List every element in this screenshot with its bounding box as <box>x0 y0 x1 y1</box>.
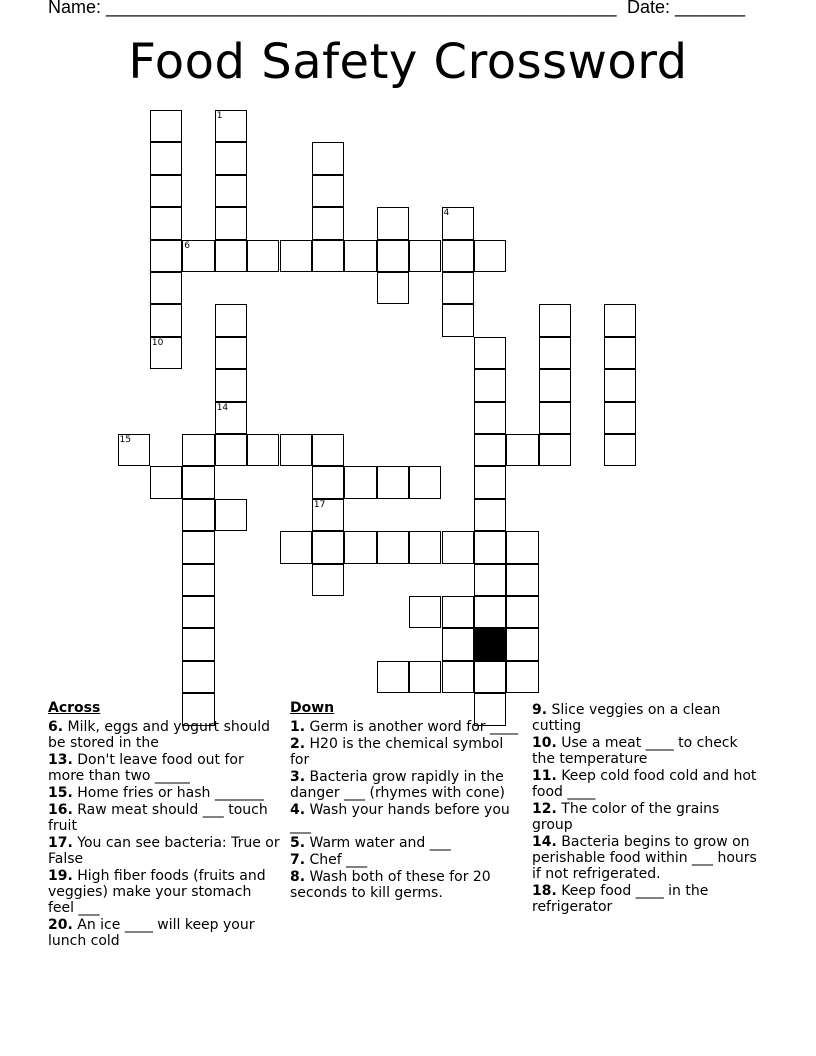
grid-block-cell <box>474 628 506 660</box>
grid-cell[interactable] <box>442 272 474 304</box>
grid-cell[interactable] <box>604 402 636 434</box>
clue-item <box>532 801 764 833</box>
grid-cell[interactable] <box>474 499 506 531</box>
grid-cell[interactable] <box>377 466 409 498</box>
clue-number: 14 <box>216 402 229 413</box>
grid-cell[interactable] <box>409 531 441 563</box>
clue-item-number: 16. <box>48 802 73 818</box>
clue-item-number: 19. <box>48 868 73 884</box>
grid-cell[interactable] <box>604 304 636 336</box>
grid-cell[interactable] <box>539 304 571 336</box>
clue-number: 1 <box>216 111 223 121</box>
grid-cell[interactable] <box>442 596 474 628</box>
grid-cell[interactable] <box>280 240 312 272</box>
grid-cell[interactable] <box>182 596 214 628</box>
clue-number: 15 <box>119 435 131 445</box>
clue-item-number: 2. <box>290 736 306 752</box>
clue-item-text: Keep cold food cold and hot food ____ <box>532 768 757 800</box>
clue-item-number: 7. <box>290 852 306 868</box>
clue-item <box>290 802 522 834</box>
grid-cell[interactable] <box>604 434 636 466</box>
clue-item-number: 3. <box>290 769 306 785</box>
grid-cell[interactable] <box>182 499 214 531</box>
clue-item <box>290 852 522 868</box>
clue-item-text: H20 is the chemical symbol for <box>290 736 504 768</box>
clue-item-text: Raw meat should ___ touch fruit <box>48 802 268 834</box>
grid-cell[interactable] <box>280 531 312 563</box>
grid-cell[interactable] <box>150 272 182 304</box>
grid-cell[interactable] <box>150 175 182 207</box>
grid-cell[interactable] <box>344 466 376 498</box>
grid-cell[interactable] <box>506 596 538 628</box>
grid-cell[interactable] <box>442 207 474 239</box>
clue-item-number: 13. <box>48 752 73 768</box>
grid-cell[interactable] <box>215 240 247 272</box>
down-clues-continued <box>532 702 764 916</box>
grid-cell[interactable] <box>150 207 182 239</box>
clue-item <box>532 768 764 800</box>
grid-cell[interactable] <box>215 402 247 434</box>
clue-item-number: 17. <box>48 835 73 851</box>
grid-cell[interactable] <box>312 240 344 272</box>
clue-item-text: An ice ____ will keep your lunch cold <box>48 917 255 949</box>
grid-cell[interactable] <box>506 531 538 563</box>
clue-item-text: Bacteria grow rapidly in the danger ___ (rhymes with cone) <box>290 769 505 801</box>
grid-cell[interactable] <box>474 337 506 369</box>
clue-item <box>290 835 522 851</box>
grid-cell[interactable] <box>409 240 441 272</box>
grid-cell[interactable] <box>312 564 344 596</box>
grid-cell[interactable] <box>539 402 571 434</box>
clue-item-text: Don't leave food out for more than two _____ <box>48 752 244 784</box>
grid-cell[interactable] <box>442 661 474 693</box>
grid-cell[interactable] <box>215 434 247 466</box>
clue-item <box>290 869 522 901</box>
grid-cell[interactable] <box>247 434 279 466</box>
grid-cell[interactable] <box>182 466 214 498</box>
grid-cell[interactable] <box>474 564 506 596</box>
grid-cell[interactable] <box>377 240 409 272</box>
clue-item-text: Use a meat ____ to check the temperature <box>532 735 738 767</box>
grid-cell[interactable] <box>150 337 182 369</box>
clue-item-text: Home fries or hash _______ <box>72 785 264 801</box>
clue-item <box>48 752 280 784</box>
across-heading: Across <box>48 700 101 716</box>
clue-item <box>48 719 280 751</box>
grid-cell[interactable] <box>604 337 636 369</box>
name-field-label: Name: ___________________________________________________ <box>48 0 617 17</box>
grid-cell[interactable] <box>312 207 344 239</box>
grid-cell[interactable] <box>118 434 150 466</box>
clue-item <box>290 769 522 801</box>
grid-cell[interactable] <box>182 661 214 693</box>
grid-cell[interactable] <box>442 628 474 660</box>
clue-item-number: 14. <box>532 834 557 850</box>
clue-item-text: Wash your hands before you ___ <box>290 802 510 834</box>
down-heading: Down <box>290 700 335 716</box>
grid-cell[interactable] <box>474 661 506 693</box>
clue-item <box>48 917 280 949</box>
clue-item-number: 18. <box>532 883 557 899</box>
clue-number: 10 <box>151 337 164 348</box>
grid-cell[interactable] <box>312 434 344 466</box>
clue-item-number: 15. <box>48 785 73 801</box>
clue-item <box>48 785 280 801</box>
grid-cell[interactable] <box>474 240 506 272</box>
grid-cell[interactable] <box>409 466 441 498</box>
clue-item-number: 20. <box>48 917 73 933</box>
grid-cell[interactable] <box>150 304 182 336</box>
grid-cell[interactable] <box>539 434 571 466</box>
clue-item-text: Bacteria begins to grow on perishable food within ___ hours if not refrigerated. <box>532 834 757 882</box>
grid-cell[interactable] <box>247 240 279 272</box>
clue-number: 6 <box>184 240 191 251</box>
grid-cell[interactable] <box>442 304 474 336</box>
clue-item-text: Wash both of these for 20 seconds to kill germs. <box>290 869 491 901</box>
grid-cell[interactable] <box>312 531 344 563</box>
grid-cell[interactable] <box>150 466 182 498</box>
grid-cell[interactable] <box>442 240 474 272</box>
grid-cell[interactable] <box>280 434 312 466</box>
clue-item-number: 6. <box>48 719 64 735</box>
grid-cell[interactable] <box>312 175 344 207</box>
clue-item-number: 11. <box>532 768 557 784</box>
grid-cell[interactable] <box>150 142 182 174</box>
grid-cell[interactable] <box>344 531 376 563</box>
grid-cell[interactable] <box>215 142 247 174</box>
clue-item <box>532 834 764 882</box>
clue-item-number: 9. <box>532 702 548 718</box>
grid-cell[interactable] <box>182 531 214 563</box>
grid-cell[interactable] <box>312 499 344 531</box>
clue-item-number: 1. <box>290 719 306 735</box>
clue-item-text: Warm water and ___ <box>305 835 451 851</box>
clue-item-text: Milk, eggs and yogurt should be stored in the <box>48 719 270 751</box>
grid-cell[interactable] <box>506 661 538 693</box>
grid-cell[interactable] <box>474 402 506 434</box>
grid-cell[interactable] <box>150 110 182 142</box>
clue-item <box>48 835 280 867</box>
grid-cell[interactable] <box>150 240 182 272</box>
grid-cell[interactable] <box>474 434 506 466</box>
clue-number: 4 <box>443 208 450 219</box>
down-clues <box>290 700 522 902</box>
grid-cell[interactable] <box>312 142 344 174</box>
grid-cell[interactable] <box>474 596 506 628</box>
clue-item-number: 10. <box>532 735 557 751</box>
clue-item <box>532 883 764 915</box>
grid-cell[interactable] <box>215 175 247 207</box>
grid-cell[interactable] <box>409 596 441 628</box>
clue-item <box>48 802 280 834</box>
clue-item-text: Slice veggies on a clean cutting <box>532 702 721 734</box>
across-clues <box>48 700 280 950</box>
grid-cell[interactable] <box>442 531 474 563</box>
grid-cell[interactable] <box>215 499 247 531</box>
clue-item-text: High fiber foods (fruits and veggies) make your stomach feel ___ <box>48 868 266 916</box>
clue-item-text: You can see bacteria: True or False <box>48 835 280 867</box>
clue-item-number: 5. <box>290 835 306 851</box>
clue-number: 17 <box>313 499 326 510</box>
clue-item-number: 12. <box>532 801 557 817</box>
clue-item-text: Keep food ____ in the refrigerator <box>532 883 709 915</box>
grid-cell[interactable] <box>474 466 506 498</box>
grid-cell[interactable] <box>215 304 247 336</box>
grid-cell[interactable] <box>182 564 214 596</box>
grid-cell[interactable] <box>377 207 409 239</box>
grid-cell[interactable] <box>377 661 409 693</box>
grid-cell[interactable] <box>312 466 344 498</box>
clue-item-number: 4. <box>290 802 306 818</box>
grid-cell[interactable] <box>182 240 214 272</box>
grid-cell[interactable] <box>344 240 376 272</box>
clue-item-number: 8. <box>290 869 306 885</box>
grid-cell[interactable] <box>539 337 571 369</box>
grid-cell[interactable] <box>377 531 409 563</box>
clue-item-text: Chef ___ <box>305 852 368 868</box>
clue-item <box>532 735 764 767</box>
date-field-label: Date: _______ <box>627 0 746 17</box>
grid-cell[interactable] <box>506 564 538 596</box>
grid-cell[interactable] <box>215 207 247 239</box>
clue-item <box>290 719 522 735</box>
grid-cell[interactable] <box>182 434 214 466</box>
grid-cell[interactable] <box>377 272 409 304</box>
grid-cell[interactable] <box>604 369 636 401</box>
grid-cell[interactable] <box>215 337 247 369</box>
page-title: Food Safety Crossword <box>128 34 688 90</box>
grid-cell[interactable] <box>409 661 441 693</box>
grid-cell[interactable] <box>474 531 506 563</box>
clue-item <box>48 868 280 916</box>
clue-item-text: The color of the grains group <box>532 801 720 833</box>
clue-item <box>290 736 522 768</box>
grid-cell[interactable] <box>506 434 538 466</box>
grid-cell[interactable] <box>539 369 571 401</box>
clue-item-text: Germ is another word for ____ <box>305 719 518 735</box>
grid-cell[interactable] <box>182 628 214 660</box>
grid-cell[interactable] <box>506 628 538 660</box>
grid-cell[interactable] <box>215 110 247 142</box>
grid-cell[interactable] <box>215 369 247 401</box>
clue-item <box>532 702 764 734</box>
grid-cell[interactable] <box>474 369 506 401</box>
